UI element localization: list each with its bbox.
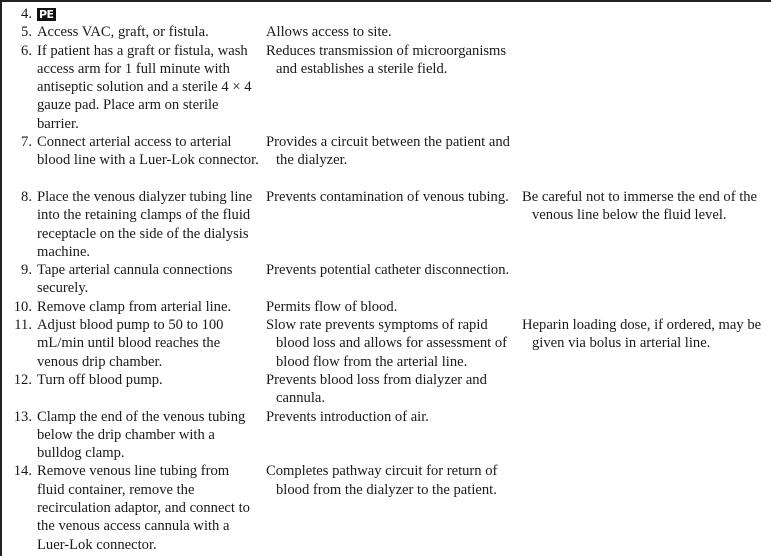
step-row xyxy=(0,261,771,298)
step-row xyxy=(0,316,771,371)
step-rationale: Prevents potential catheter disconnection. xyxy=(266,262,510,279)
step-action: Place the venous dialyzer tubing line into the retaining clamps of the fluid receptacle on the side of the dialysis machine. xyxy=(37,188,253,260)
step-row xyxy=(0,188,771,261)
step-number: 10. xyxy=(13,298,32,315)
step-note: Heparin loading dose, if ordered, may be given via bolus in arterial line. xyxy=(522,317,762,352)
step-rationale: Reduces transmission of microorganisms and establishes a sterile field. xyxy=(266,42,507,77)
step-action: Clamp the end of the venous tubing below the drip chamber with a bulldog clamp. xyxy=(37,408,246,462)
step-number: 5. xyxy=(21,24,32,41)
step-rationale: Prevents blood loss from dialyzer and cannula. xyxy=(266,371,487,407)
step-row xyxy=(0,408,771,463)
step-row xyxy=(0,23,771,41)
step-number: 8. xyxy=(21,188,32,205)
step-rationale: Provides a circuit between the patient and the dialyzer. xyxy=(266,134,510,169)
step-action: Access VAC, graft, or fistula. xyxy=(37,24,209,41)
procedure-table xyxy=(0,5,771,554)
step-action xyxy=(37,5,259,23)
step-number: 6. xyxy=(21,42,32,59)
step-number: 4. xyxy=(21,6,32,22)
step-number: 13. xyxy=(13,408,32,425)
step-action: Connect arterial access to arterial blood line with a Luer-Lok connector. xyxy=(37,134,259,169)
step-action: Tape arterial cannula connections securely. xyxy=(37,262,233,297)
step-number: 9. xyxy=(21,262,32,279)
step-action: Remove clamp from arterial line. xyxy=(37,298,232,315)
step-number: 12. xyxy=(13,371,32,388)
step-rationale: Slow rate prevents symptoms of rapid blood loss and allows for assessment of blood flow from the arterial line. xyxy=(266,317,508,370)
step-rationale: Allows access to site. xyxy=(266,24,392,41)
step-action: Turn off blood pump. xyxy=(37,371,163,388)
step-number: 11. xyxy=(14,317,32,334)
step-row xyxy=(0,133,771,188)
pe-badge-icon: PE xyxy=(39,8,54,21)
step-row xyxy=(0,462,771,554)
steps-list xyxy=(0,23,771,554)
step-number: 7. xyxy=(21,134,32,151)
step-number: 14. xyxy=(13,463,32,480)
step-row xyxy=(0,298,771,316)
step-row xyxy=(0,42,771,134)
step-rationale: Completes pathway circuit for return of blood from the dialyzer to the patient. xyxy=(266,463,498,498)
step-action: Remove venous line tubing from fluid container, remove the recirculation adaptor, and connect to the venous access cannula with a Luer-Lok connector. xyxy=(37,463,250,553)
step-rationale: Prevents introduction of air. xyxy=(266,408,429,425)
step-note: Be careful not to immerse the end of the venous line below the fluid level. xyxy=(522,188,758,224)
step-action: If patient has a graft or fistula, wash access arm for 1 full minute with antiseptic solution and a sterile 4 × 4 gauze pad. Place arm on sterile barrier. xyxy=(37,42,252,132)
step-rationale: Permits flow of blood. xyxy=(266,298,398,315)
step-row xyxy=(0,371,771,408)
step-row-4 xyxy=(0,5,771,23)
step-rationale: Prevents contamination of venous tubing. xyxy=(266,188,509,205)
step-action: Adjust blood pump to 50 to 100 mL/min until blood reaches the venous drip chamber. xyxy=(37,317,224,370)
